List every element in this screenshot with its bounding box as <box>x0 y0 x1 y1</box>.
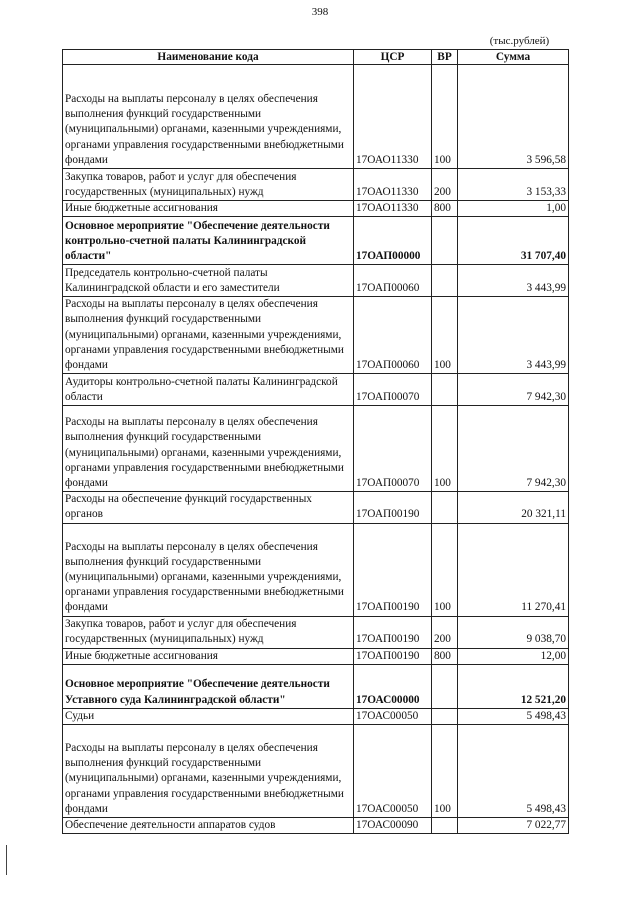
cell-name: Расходы на обеспечение функций государственных органов <box>63 492 354 523</box>
table-row <box>63 708 569 724</box>
cell-csr: 17ОАП00190 <box>354 648 432 664</box>
cell-sum: 3 443,99 <box>458 297 569 374</box>
cell-vr <box>432 492 458 523</box>
cell-csr: 17ОАП00190 <box>354 523 432 616</box>
cell-sum: 7 022,77 <box>458 818 569 834</box>
cell-vr: 100 <box>432 725 458 818</box>
cell-sum: 3 443,99 <box>458 265 569 297</box>
table-row <box>63 217 569 265</box>
cell-vr <box>432 818 458 834</box>
header-csr: ЦСР <box>354 50 432 65</box>
cell-csr: 17ОАС00000 <box>354 664 432 708</box>
cell-vr <box>432 265 458 297</box>
cell-vr: 100 <box>432 523 458 616</box>
cell-vr <box>432 664 458 708</box>
cell-csr: 17ОАО11330 <box>354 201 432 217</box>
cell-csr: 17ОАС00090 <box>354 818 432 834</box>
table-row <box>63 374 569 406</box>
cell-name: Расходы на выплаты персоналу в целях обеспечения выполнения функций государственными (муниципальными) органами, казенными учреждениями, органами управления государственными внебюджетными фондами <box>63 297 354 374</box>
cell-sum: 3 596,58 <box>458 65 569 169</box>
table-row <box>63 65 569 169</box>
cell-vr: 800 <box>432 648 458 664</box>
header-vr: ВР <box>432 50 458 65</box>
cell-sum: 5 498,43 <box>458 708 569 724</box>
table-header-row <box>63 50 569 65</box>
cell-name: Обеспечение деятельности аппаратов судов <box>63 818 354 834</box>
cell-name: Расходы на выплаты персоналу в целях обеспечения выполнения функций государственными (муниципальными) органами, казенными учреждениями, органами управления государственными внебюджетными фондами <box>63 65 354 169</box>
cell-sum: 12,00 <box>458 648 569 664</box>
cell-vr: 800 <box>432 201 458 217</box>
cell-sum: 7 942,30 <box>458 374 569 406</box>
scan-edge-mark <box>6 845 7 875</box>
cell-csr: 17ОАП00000 <box>354 217 432 265</box>
table-row <box>63 265 569 297</box>
cell-csr: 17ОАП00190 <box>354 492 432 523</box>
cell-vr: 100 <box>432 65 458 169</box>
cell-sum: 31 707,40 <box>458 217 569 265</box>
cell-name: Основное мероприятие "Обеспечение деятельности Уставного суда Калининградской области" <box>63 664 354 708</box>
cell-name: Аудиторы контрольно-счетной палаты Калининградской области <box>63 374 354 406</box>
table-row <box>63 169 569 201</box>
table-row <box>63 664 569 708</box>
cell-sum: 3 153,33 <box>458 169 569 201</box>
table-row <box>63 406 569 492</box>
cell-csr: 17ОАО11330 <box>354 65 432 169</box>
cell-csr: 17ОАП00190 <box>354 616 432 648</box>
cell-vr <box>432 374 458 406</box>
cell-csr: 17ОАП00070 <box>354 374 432 406</box>
cell-vr: 200 <box>432 169 458 201</box>
cell-name: Судьи <box>63 708 354 724</box>
cell-name: Иные бюджетные ассигнования <box>63 201 354 217</box>
cell-csr: 17ОАП00060 <box>354 297 432 374</box>
cell-name: Расходы на выплаты персоналу в целях обеспечения выполнения функций государственными (муниципальными) органами, казенными учреждениями, органами управления государственными внебюджетными фондами <box>63 406 354 492</box>
table-row <box>63 297 569 374</box>
cell-sum: 20 321,11 <box>458 492 569 523</box>
cell-name: Закупка товаров, работ и услуг для обеспечения государственных (муниципальных) нужд <box>63 169 354 201</box>
table-row <box>63 523 569 616</box>
cell-csr: 17ОАС00050 <box>354 708 432 724</box>
cell-vr <box>432 708 458 724</box>
cell-csr: 17ОАО11330 <box>354 169 432 201</box>
table-row <box>63 818 569 834</box>
table-row <box>63 201 569 217</box>
cell-sum: 9 038,70 <box>458 616 569 648</box>
cell-name: Иные бюджетные ассигнования <box>63 648 354 664</box>
cell-vr: 100 <box>432 406 458 492</box>
table-row <box>63 725 569 818</box>
cell-vr: 200 <box>432 616 458 648</box>
cell-sum: 1,00 <box>458 201 569 217</box>
cell-sum: 12 521,20 <box>458 664 569 708</box>
table-body <box>63 65 569 834</box>
cell-name: Основное мероприятие "Обеспечение деятельности контрольно-счетной палаты Калининградской области" <box>63 217 354 265</box>
table-row <box>63 492 569 523</box>
units-label: (тыс.рублей) <box>489 35 550 47</box>
cell-sum: 7 942,30 <box>458 406 569 492</box>
header-name: Наименование кода <box>63 50 354 65</box>
cell-sum: 11 270,41 <box>458 523 569 616</box>
cell-csr: 17ОАП00060 <box>354 265 432 297</box>
cell-name: Председатель контрольно-счетной палаты Калининградской области и его заместители <box>63 265 354 297</box>
page-number: 398 <box>311 6 329 18</box>
cell-csr: 17ОАП00070 <box>354 406 432 492</box>
cell-name: Закупка товаров, работ и услуг для обеспечения государственных (муниципальных) нужд <box>63 616 354 648</box>
cell-csr: 17ОАС00050 <box>354 725 432 818</box>
budget-table <box>62 49 569 834</box>
cell-sum: 5 498,43 <box>458 725 569 818</box>
cell-vr: 100 <box>432 297 458 374</box>
cell-name: Расходы на выплаты персоналу в целях обеспечения выполнения функций государственными (муниципальными) органами, казенными учреждениями, органами управления государственными внебюджетными фондами <box>63 725 354 818</box>
cell-vr <box>432 217 458 265</box>
cell-name: Расходы на выплаты персоналу в целях обеспечения выполнения функций государственными (муниципальными) органами, казенными учреждениями, органами управления государственными внебюджетными фондами <box>63 523 354 616</box>
header-sum: Сумма <box>458 50 569 65</box>
table-row <box>63 648 569 664</box>
table-row <box>63 616 569 648</box>
